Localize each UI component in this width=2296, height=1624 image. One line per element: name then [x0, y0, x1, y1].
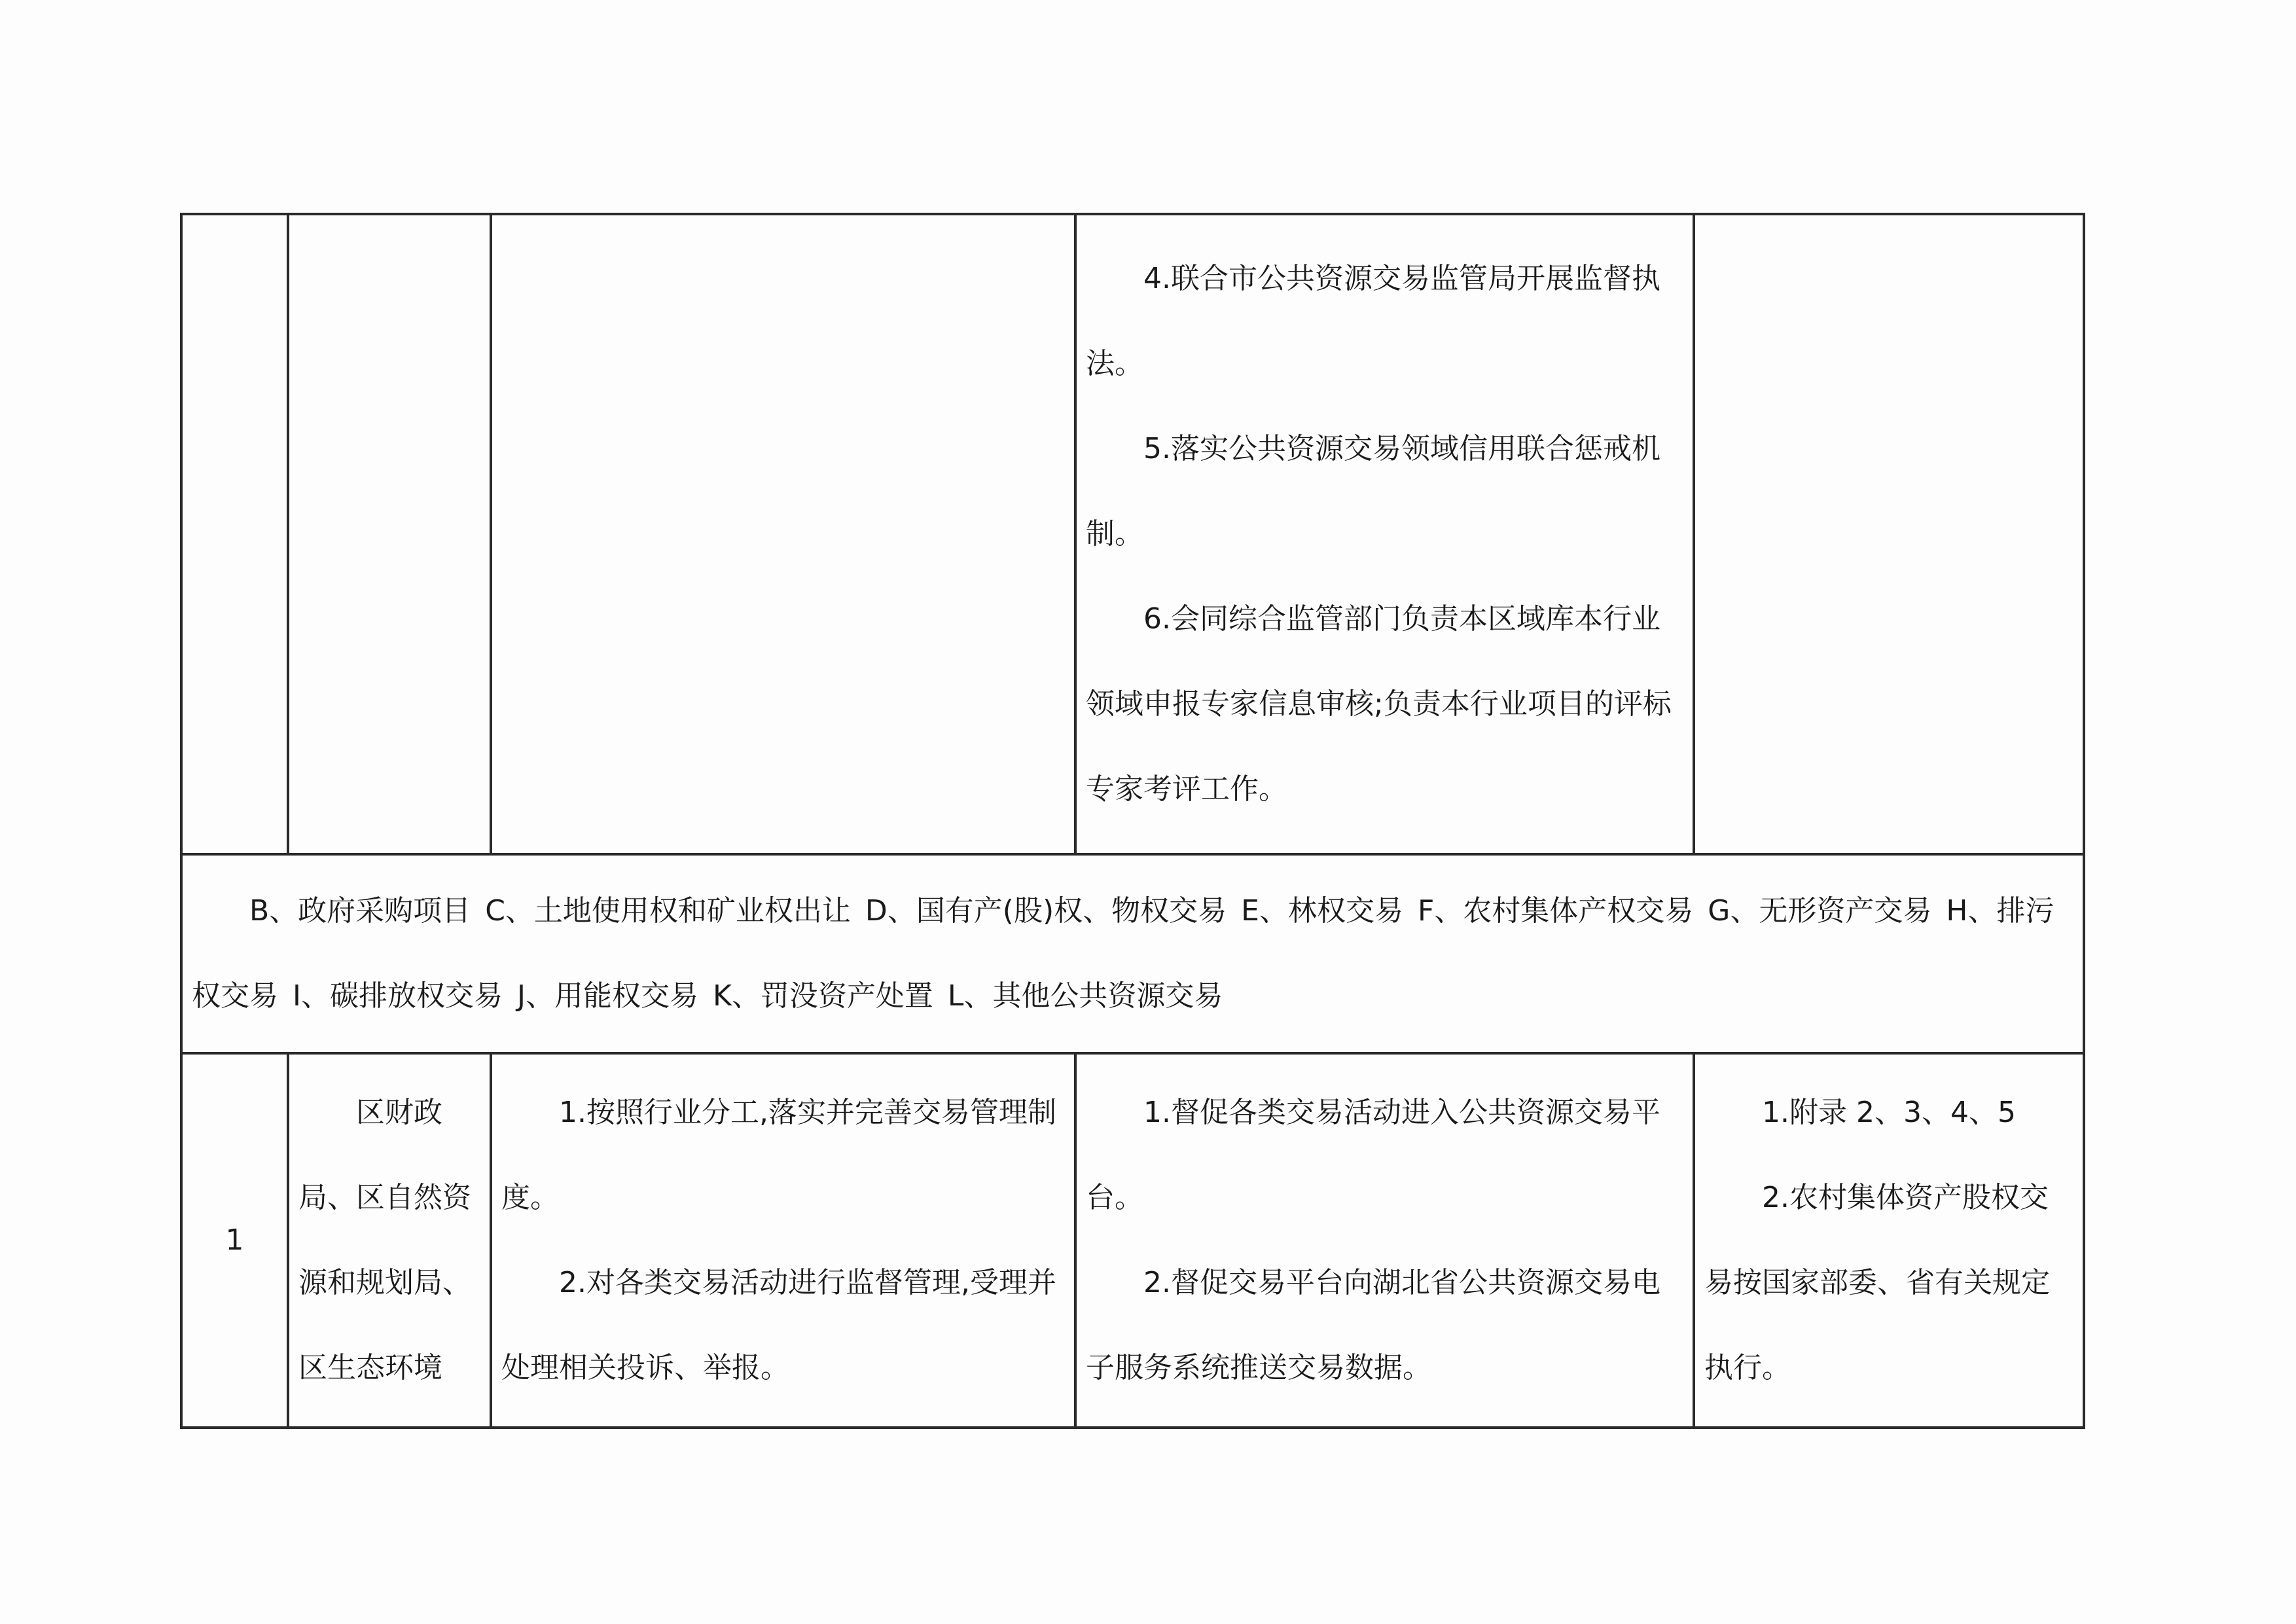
- note-item: 1.附录 2、3、4、5: [1762, 1096, 2016, 1129]
- cell-notes: [1694, 1053, 2084, 1428]
- category-row: [181, 854, 2084, 1053]
- note-item: 2.农村集体资产股权交易按国家部委、省有关规定执行。: [1704, 1181, 2050, 1384]
- duty-table: [180, 213, 2085, 1429]
- category-item: I、碳排放权交易: [293, 979, 503, 1013]
- cell-notes-empty: [1694, 214, 2084, 854]
- category-item: E、林权交易: [1241, 894, 1403, 928]
- cell-department-empty: [288, 214, 491, 854]
- cell-index: 1: [181, 1053, 288, 1428]
- category-item: C、土地使用权和矿业权出让: [485, 894, 851, 928]
- category-item: F、农村集体产权交易: [1417, 894, 1694, 928]
- category-item: J、用能权交易: [516, 979, 698, 1013]
- category-item: L、其他公共资源交易: [947, 979, 1223, 1013]
- cell-responsibilities: [491, 1053, 1075, 1428]
- duty-item: 4.联合市公共资源交易监管局开展监督执法。: [1086, 262, 1660, 380]
- cell-category-list: [181, 854, 2084, 1053]
- duty-item: 1.督促各类交易活动进入公共资源交易平台。: [1086, 1096, 1660, 1214]
- department-text: 区财政局、区自然资源和规划局、区生态环境: [298, 1096, 471, 1384]
- cell-department: [288, 1053, 491, 1428]
- category-item: B、政府采购项目: [249, 894, 471, 928]
- responsibility-item: 1.按照行业分工,落实并完善交易管理制度。: [501, 1096, 1056, 1214]
- category-item: G、无形资产交易: [1708, 894, 1932, 928]
- responsibility-item: 2.对各类交易活动进行监督管理,受理并处理相关投诉、举报。: [501, 1266, 1056, 1384]
- cell-index-empty: [181, 214, 288, 854]
- category-item: D、国有产(股)权、物权交易: [865, 894, 1227, 928]
- cell-responsibilities-empty: [491, 214, 1075, 854]
- category-item: H、排污权交易: [192, 894, 2054, 1013]
- duty-item: 5.落实公共资源交易领域信用联合惩戒机制。: [1086, 432, 1660, 550]
- cell-duties: [1075, 1053, 1694, 1428]
- category-item: K、罚没资产处置: [712, 979, 933, 1013]
- category-list: [183, 856, 2083, 1052]
- duty-item: 6.会同综合监管部门负责本区域库本行业领域申报专家信息审核;负责本行业项目的评标专家考评工作。: [1086, 602, 1672, 806]
- table-row-continued: [181, 214, 2084, 854]
- table-row: [181, 1053, 2084, 1428]
- cell-duties: [1075, 214, 1694, 854]
- duty-item: 2.督促交易平台向湖北省公共资源交易电子服务系统推送交易数据。: [1086, 1266, 1660, 1384]
